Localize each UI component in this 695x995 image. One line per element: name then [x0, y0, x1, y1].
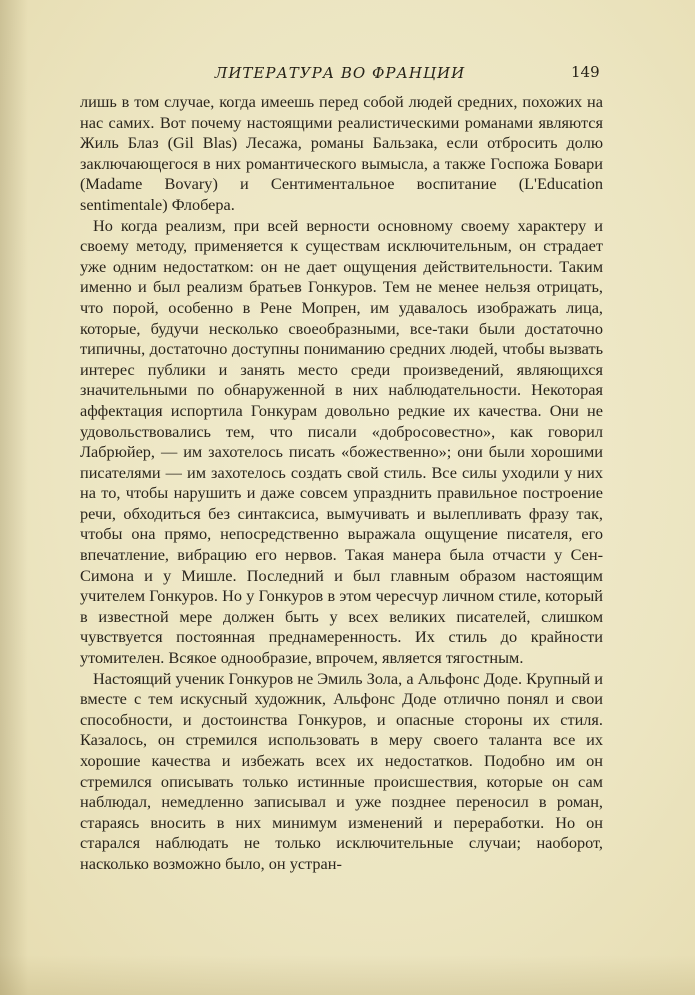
paragraph-2: Но когда реализм, при всей верности основному своему характеру и своему методу, применяется к существам исключительным, он страдает уже одним недостатком: он не дает ощущения действительности. Таким именно и был реализм братьев Гонкуров. Тем не менее нельзя отрицать, что порой, особенно в Рене Мопрен, им удавалось изображать лица, которые, будучи несколько своеобразными, все-таки были достаточно типичны, достаточно доступны пониманию средних людей, чтобы вызвать интерес публики и занять место среди произведений, являющихся значительными по обнаруженной в них наблюдательности. Некоторая аффектация испортила Гонкурам довольно редкие их качества. Они не удовольствовались тем, что писали «добросовестно», как говорил Лабрюйер, — им захотелось писать «божественно»; они были хорошими писателями — им захотелось создать свой стиль. Все силы уходили у них на то, чтобы нарушить и даже совсем упразднить правильное построение речи, обходиться без синтаксиса, вымучивать и вылепливать фразу так, чтобы она прямо, непосредственно выражала ощущение писателя, его впечатление, вибрацию его нервов. Такая манера была отчасти у Сен-Симона и у Мишле. Последний и был главным образом настоящим учителем Гонкуров. Но у Гонкуров в этом чересчур личном стиле, который в известной мере должен быть у всех великих писателей, слишком чувствуется постоянная преднамеренность. Их стиль до крайности утомителен. Всякое однообразие, впрочем, является тягостным. [80, 215, 603, 668]
paragraph-1: лишь в том случае, когда имеешь перед собой людей средних, похожих на нас самих. Вот почему настоящими реалистическими романами являются Жиль Блаз (Gil Blas) Лесажа, романы Бальзака, если отбросить долю заключающегося в них романтического вымысла, а также Госпожа Бовари (Madame Bovary) и Сентиментальное воспитание (L'Education sentimentale) Флобера. [80, 92, 603, 214]
running-head: ЛИТЕРАТУРА ВО ФРАНЦИИ [214, 64, 466, 82]
bottom-shadow [0, 955, 695, 995]
spine-shadow [0, 0, 28, 995]
page-number: 149 [571, 63, 600, 81]
paragraph-3: Настоящий ученик Гонкуров не Эмиль Зола, а Альфонс Доде. Крупный и вместе с тем искусный художник, Альфонс Доде отлично понял и свои способности, и достоинства Гонкуров, и опасные стороны их стиля. Казалось, он стремился использовать в меру своего таланта все их хорошие качества и избежать всех их недостатков. Подобно им он стремился описывать только истинные происшествия, которые он сам наблюдал, немедленно записывал и уже позднее переносил в роман, стараясь вносить в них минимум изменений и переработки. Но он старался наблюдать не только исключительные случаи; наоборот, насколько возможно было, он устран- [80, 668, 603, 873]
body-text [80, 92, 603, 875]
